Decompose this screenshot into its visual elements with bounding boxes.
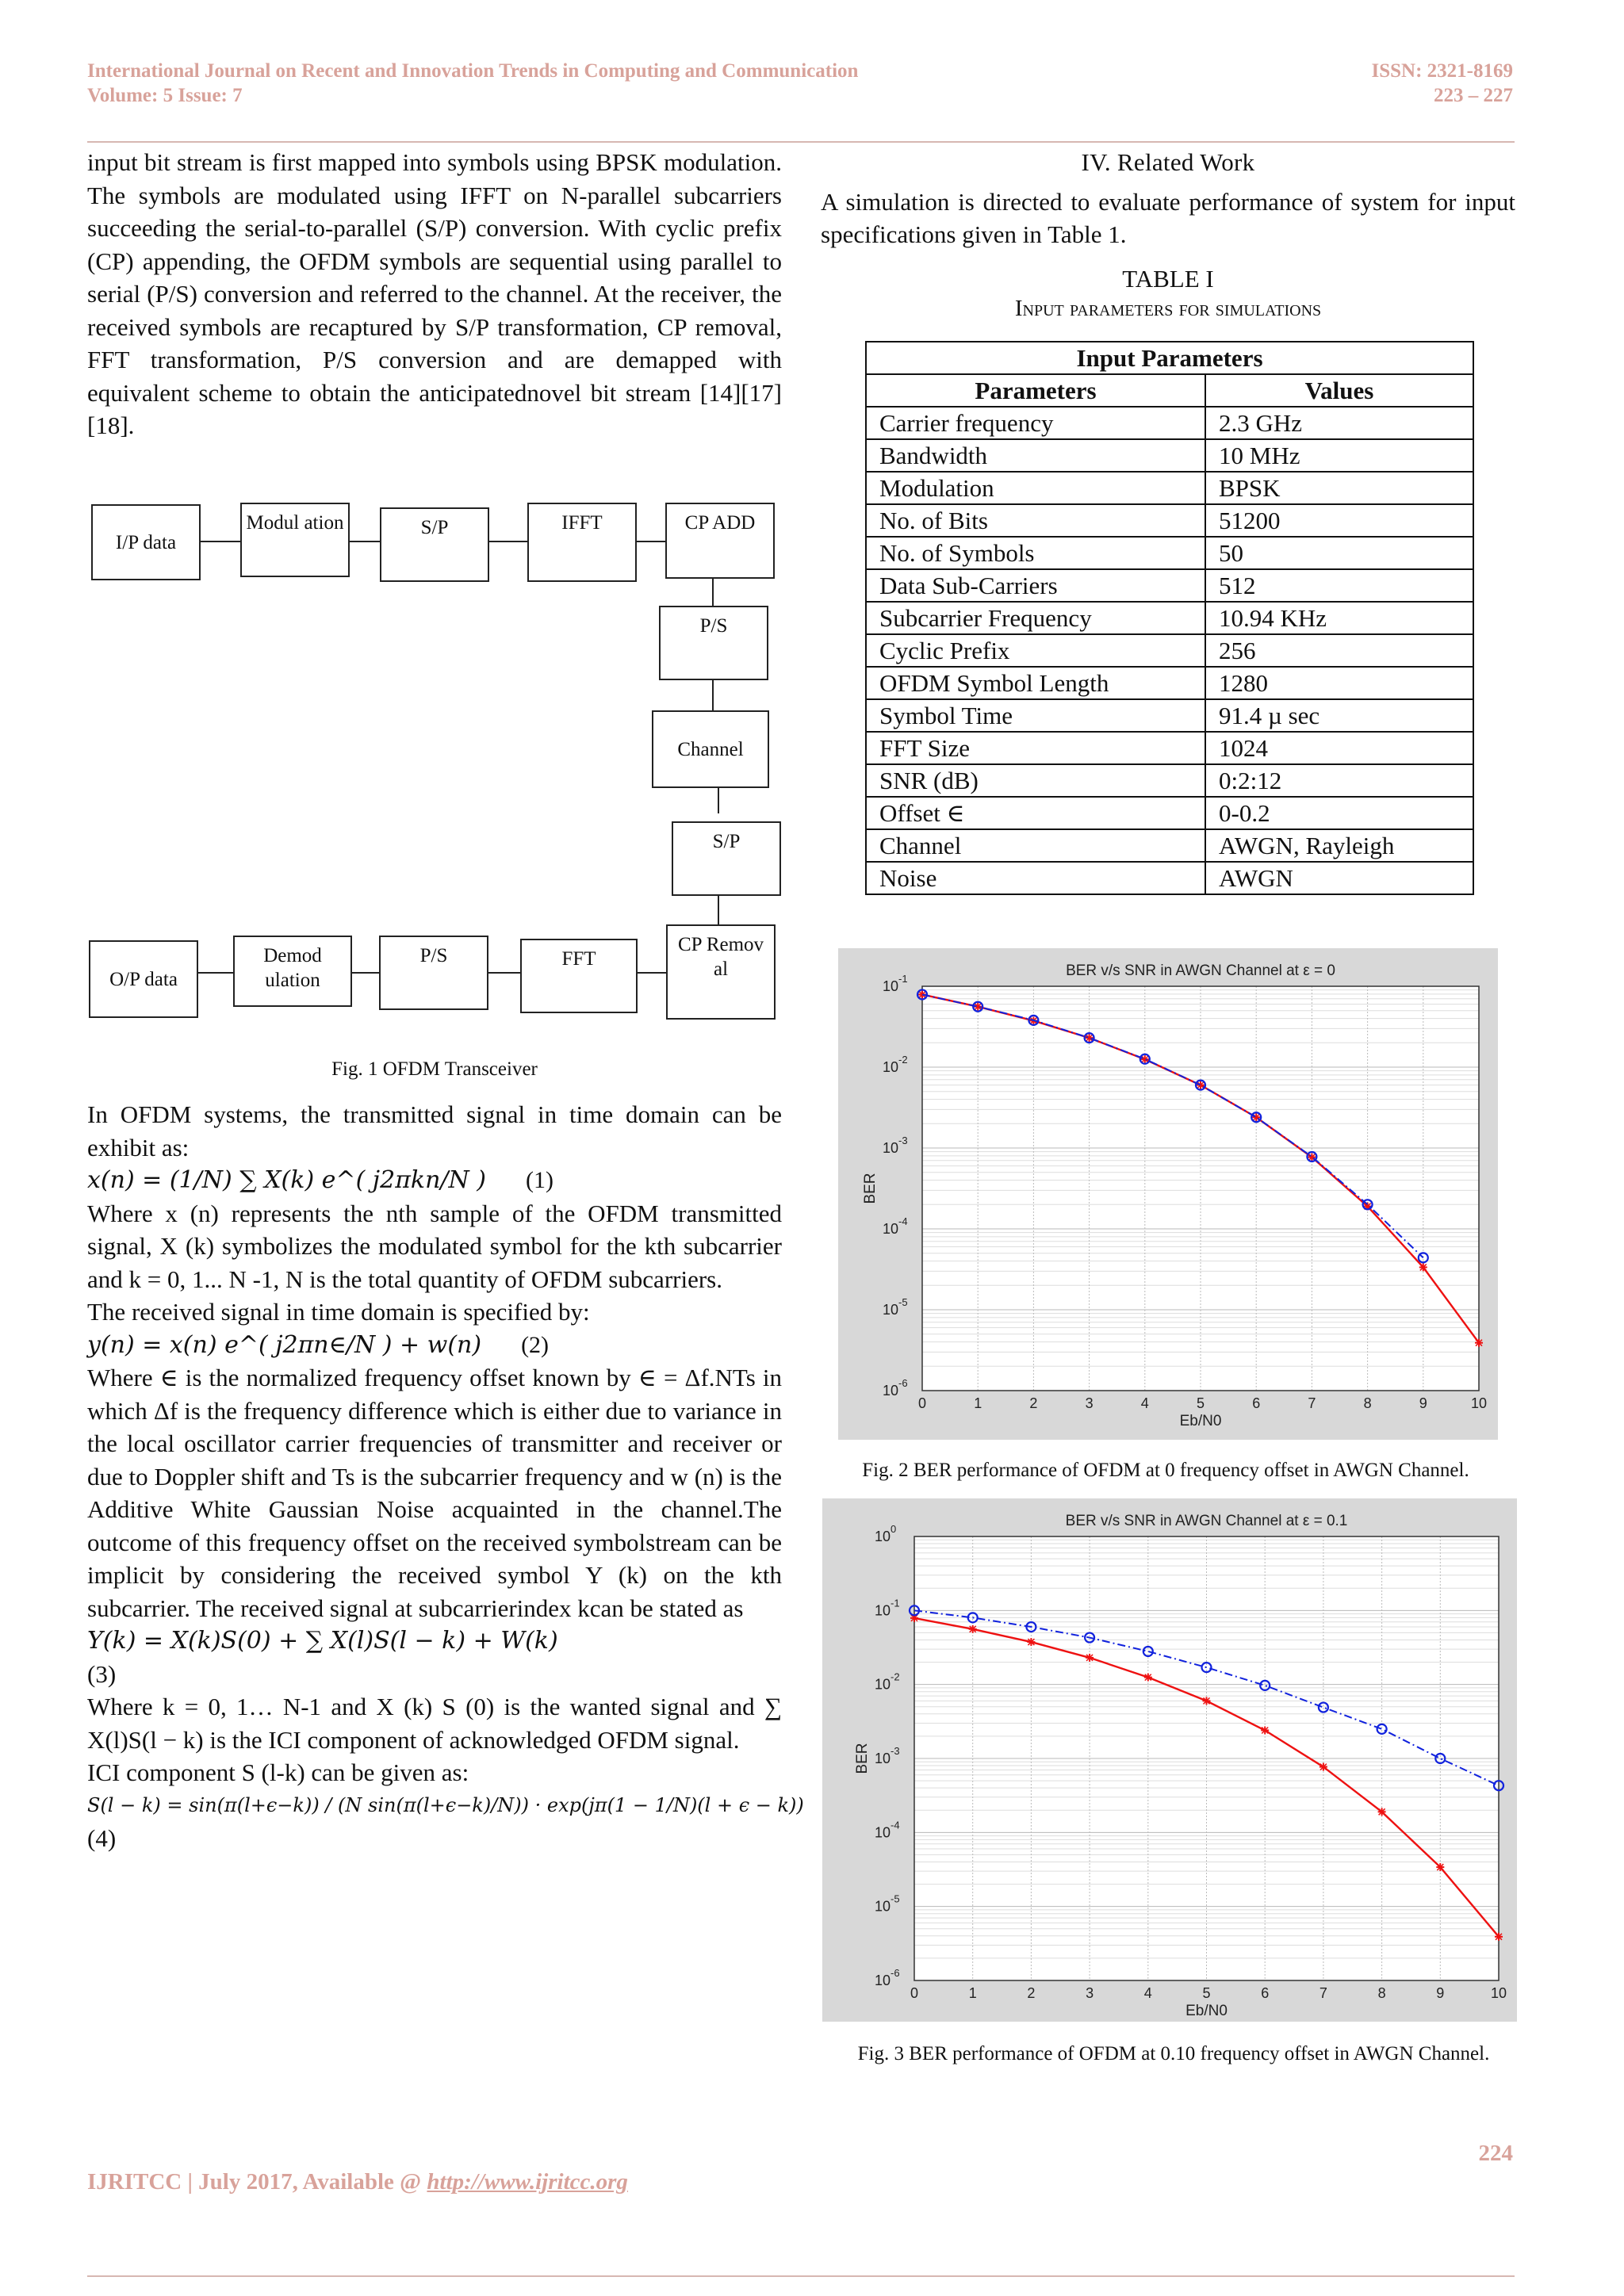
table-row [866, 829, 1473, 862]
x-tick-label: 7 [1308, 1395, 1316, 1411]
block-sp-receiver: S/P [672, 821, 781, 896]
y-tick-exponent: -1 [898, 973, 908, 985]
data-point-theory [1320, 1763, 1327, 1771]
data-point-theory [1027, 1638, 1035, 1646]
table-header-values: Values [1205, 374, 1473, 407]
fig3-chart-svg [822, 1498, 1517, 2022]
block-cp-add: CP ADD [665, 503, 775, 579]
para-ici-component: Where k = 0, 1… N-1 and X (k) S (0) is the wanted signal and ∑ X(l)S(l − k) is the ICI component of acknowledged OFDM signal. [87, 1693, 782, 1754]
y-tick-exponent: -3 [898, 1135, 908, 1146]
param-name: SNR (dB) [866, 764, 1205, 797]
data-point-theory [1495, 1933, 1503, 1941]
table-row [866, 634, 1473, 667]
param-value: BPSK [1205, 472, 1473, 504]
y-tick-exponent: -5 [898, 1296, 908, 1308]
y-axis-label: BER [854, 1743, 871, 1774]
table-title: TABLE I [1122, 264, 1214, 293]
x-tick-label: 4 [1143, 1985, 1152, 2001]
x-tick-label: 2 [1029, 1395, 1038, 1411]
x-tick-label: 6 [1252, 1395, 1261, 1411]
equation-3-number: (3) [87, 1659, 117, 1688]
page-number: 224 [1478, 2141, 1513, 2166]
data-point-theory [1419, 1263, 1427, 1271]
data-point-theory [969, 1625, 977, 1633]
table-row [866, 439, 1473, 472]
param-value: AWGN [1205, 862, 1473, 894]
x-tick-label: 2 [1027, 1985, 1036, 2001]
param-value: 51200 [1205, 504, 1473, 537]
param-value: 2.3 GHz [1205, 407, 1473, 439]
x-tick-label: 5 [1196, 1395, 1205, 1411]
y-tick-exponent: -1 [891, 1597, 900, 1609]
block-demodulation: Demod ulation [233, 936, 352, 1007]
para-received-signal: The received signal in time domain is specified by: [87, 1298, 590, 1326]
fig2-caption: Fig. 2 BER performance of OFDM at 0 frequency offset in AWGN Channel. [862, 1460, 1469, 1481]
chart-title: BER v/s SNR in AWGN Channel at ε = 0 [1066, 962, 1335, 979]
data-point-theory [1475, 1339, 1483, 1347]
equation-4-number: (4) [87, 1824, 117, 1852]
param-name: Symbol Time [866, 699, 1205, 732]
running-header-left [87, 59, 858, 108]
equation-3-body: Y(k) = X(k)S(0) + ∑ X(l)S(l − k) + W(k) [87, 1627, 558, 1655]
y-tick-label: 10 [882, 1302, 898, 1318]
footer [87, 2169, 628, 2195]
x-tick-label: 1 [974, 1395, 982, 1411]
y-tick-label: 10 [874, 1824, 891, 1841]
param-name: Noise [866, 862, 1205, 894]
para-simulation: A simulation is directed to evaluate performance of system for input specifications given in Table 1. [821, 187, 1515, 248]
x-tick-label: 10 [1470, 1395, 1488, 1411]
block-channel: Channel [652, 710, 769, 788]
para-ofdm-signal: In OFDM systems, the transmitted signal in time domain can be exhibit as: [87, 1100, 782, 1161]
data-point-theory [1144, 1674, 1152, 1682]
y-tick-label: 10 [882, 1059, 898, 1075]
x-tick-label: 3 [1085, 1395, 1094, 1411]
equation-2-number: (2) [521, 1331, 550, 1358]
param-value: 91.4 µ sec [1205, 699, 1473, 732]
block-ip-data: I/P data [91, 504, 201, 580]
fig2-chart-svg [838, 948, 1498, 1440]
fig1-caption: Fig. 1 OFDM Transceiver [331, 1058, 538, 1080]
x-tick-label: 3 [1086, 1985, 1094, 2001]
y-tick-label: 10 [882, 1140, 898, 1156]
table-row [866, 862, 1473, 894]
param-value: 0:2:12 [1205, 764, 1473, 797]
x-axis-label: Eb/N0 [1179, 1413, 1222, 1429]
y-tick-label: 10 [874, 1602, 891, 1619]
y-tick-exponent: -5 [891, 1892, 900, 1905]
param-value: 1280 [1205, 667, 1473, 699]
table-row [866, 569, 1473, 602]
y-axis-label: BER [862, 1173, 879, 1204]
x-axis-label: Eb/N0 [1185, 2003, 1228, 2019]
param-value: 1024 [1205, 732, 1473, 764]
footer-link[interactable]: http://www.ijritcc.org [427, 2169, 628, 2195]
data-point-theory [1086, 1654, 1094, 1662]
table-header-parameters: Parameters [866, 374, 1205, 407]
table-row [866, 732, 1473, 764]
table-row [866, 504, 1473, 537]
intro-paragraph: input bit stream is first mapped into symbols using BPSK modulation. The symbols are modulated using IFFT on N-parallel subcarriers succeeding the serial-to-parallel (S/P) conversion. With cyclic prefix (CP) appending, the OFDM symbols are sequential using parallel to serial (P/S) conversion and referred to the channel. At the receiver, the received symbols are recaptured by S/P transformation, CP removal, FFT transformation, P/S conversion and are demapped with equivalent scheme to obtain the anticipatednovel bit stream [14][17][18]. [87, 148, 782, 439]
param-value: 10 MHz [1205, 439, 1473, 472]
table-row [866, 699, 1473, 732]
y-tick-exponent: -2 [898, 1054, 908, 1066]
y-tick-label: 10 [882, 1221, 898, 1237]
block-fft: FFT [520, 939, 638, 1013]
x-tick-label: 7 [1319, 1985, 1327, 2001]
param-name: Channel [866, 829, 1205, 862]
section-heading-text: IV. Related Work [1081, 148, 1255, 176]
journal-title: International Journal on Recent and Innovation Trends in Computing and Communication [87, 60, 859, 82]
equation-1-body: x(n) = (1/N) ∑ X(k) e^( j2πkn/N ) [87, 1166, 487, 1194]
param-value: 50 [1205, 537, 1473, 569]
table-row [866, 472, 1473, 504]
table-row [866, 667, 1473, 699]
running-header-right [1372, 59, 1514, 108]
x-tick-label: 0 [917, 1395, 927, 1411]
table-row [866, 537, 1473, 569]
right-column [821, 146, 1515, 895]
param-name: No. of Symbols [866, 537, 1205, 569]
param-name: Cyclic Prefix [866, 634, 1205, 667]
param-value: 256 [1205, 634, 1473, 667]
data-point-theory [1378, 1808, 1386, 1816]
y-tick-label: 10 [874, 1973, 891, 1988]
y-tick-label: 10 [874, 1529, 891, 1544]
x-tick-label: 8 [1363, 1395, 1372, 1411]
param-name: Offset ∈ [866, 797, 1205, 829]
block-ps-receiver: P/S [379, 936, 488, 1010]
page-range: 223 – 227 [1434, 85, 1513, 106]
para-frequency-offset: Where ∈ is the normalized frequency offset known by ∈ = Δf.NTs in which Δf is the frequency difference which is either due to variance in the local oscillator carrier frequencies of transmitter and receiver or due to Doppler shift and Ts is the subcarrier frequency and w (n) is the Additive White Gaussian Noise acquainted in the channel.The outcome of this frequency offset on the received symbolstream can be implicit by considering the received symbol Y (k) on the kth subcarrier. The received signal at subcarrierindex kcan be stated as [87, 1364, 782, 1622]
y-tick-exponent: -6 [898, 1377, 908, 1389]
section-heading [821, 146, 1515, 179]
param-name: OFDM Symbol Length [866, 667, 1205, 699]
para-where-xn: Where x (n) represents the nth sample of the OFDM transmitted signal, X (k) symbolizes the modulated symbol for the kth subcarrier and k = 0, 1... N -1, N is the total quantity of OFDM subcarriers. [87, 1199, 782, 1293]
block-op-data: O/P data [89, 940, 198, 1018]
block-cp-removal: CP Remov al [666, 924, 776, 1020]
footer-rule [87, 2275, 1515, 2277]
param-name: FFT Size [866, 732, 1205, 764]
x-tick-label: 5 [1202, 1985, 1211, 2001]
block-ps: P/S [659, 606, 768, 680]
y-tick-exponent: -4 [898, 1215, 908, 1227]
journal-volume: Volume: 5 Issue: 7 [87, 85, 243, 106]
table-row [866, 764, 1473, 797]
block-sp: S/P [380, 507, 489, 582]
y-tick-exponent: -6 [891, 1967, 900, 1979]
data-point-theory [1261, 1727, 1269, 1735]
param-name: Subcarrier Frequency [866, 602, 1205, 634]
x-tick-label: 8 [1377, 1985, 1386, 2001]
x-tick-label: 6 [1261, 1985, 1270, 2001]
x-tick-label: 1 [968, 1985, 977, 2001]
fig3-caption: Fig. 3 BER performance of OFDM at 0.10 frequency offset in AWGN Channel. [857, 2043, 1490, 2064]
x-tick-label: 4 [1140, 1395, 1149, 1411]
data-point-theory [1436, 1863, 1444, 1871]
header-rule [87, 141, 1515, 143]
param-name: Modulation [866, 472, 1205, 504]
y-tick-label: 10 [874, 1898, 891, 1915]
y-tick-label: 10 [882, 978, 898, 994]
param-name: Bandwidth [866, 439, 1205, 472]
y-tick-label: 10 [874, 1676, 891, 1693]
y-tick-exponent: -2 [891, 1670, 900, 1683]
equation-2-body: y(n) = x(n) e^( j2πn∈/N ) + w(n) [87, 1330, 482, 1359]
footer-text: IJRITCC | July 2017, Available @ [87, 2169, 427, 2195]
equation-4 [87, 1789, 804, 1823]
x-tick-label: 9 [1419, 1395, 1427, 1411]
param-name: No. of Bits [866, 504, 1205, 537]
x-tick-label: 10 [1490, 1985, 1507, 2001]
para-ici-given: ICI component S (l-k) can be given as: [87, 1758, 469, 1786]
equation-1-number: (1) [526, 1167, 553, 1193]
equation-4-body: S(l − k) = sin(π(l+ϵ−k)) / (N sin(π(l+ϵ−k)/N)) · exp(jπ(1 − 1/N)(l + ϵ − k)) [87, 1793, 804, 1816]
table-caption: Input Parameters [866, 342, 1473, 374]
x-tick-label: 0 [910, 1985, 919, 2001]
table-row [866, 602, 1473, 634]
param-value: AWGN, Rayleigh [1205, 829, 1473, 862]
y-tick-label: 10 [874, 1751, 891, 1766]
x-tick-label: 9 [1436, 1985, 1445, 2001]
block-modulation: Modul ation [240, 503, 350, 577]
journal-issn: ISSN: 2321-8169 [1371, 60, 1513, 82]
y-tick-exponent: -4 [891, 1819, 900, 1831]
data-point-theory [1203, 1697, 1211, 1705]
input-parameters-table [865, 341, 1474, 895]
equation-3 [87, 1624, 782, 1658]
param-value: 10.94 KHz [1205, 602, 1473, 634]
param-name: Data Sub-Carriers [866, 569, 1205, 602]
equation-1 [87, 1164, 782, 1197]
table-row [866, 407, 1473, 439]
param-value: 512 [1205, 569, 1473, 602]
table-subtitle: Input parameters for simulations [1014, 296, 1322, 321]
equation-2 [87, 1329, 782, 1362]
y-tick-exponent: -3 [891, 1745, 900, 1757]
table-row [866, 797, 1473, 829]
block-ifft: IFFT [527, 503, 637, 582]
y-tick-label: 10 [882, 1383, 898, 1399]
param-name: Carrier frequency [866, 407, 1205, 439]
param-value: 0-0.2 [1205, 797, 1473, 829]
chart-title: BER v/s SNR in AWGN Channel at ε = 0.1 [1065, 1513, 1348, 1529]
fig2-plot [838, 948, 1498, 1440]
ofdm-transceiver-diagram [87, 499, 785, 1031]
fig3-plot [822, 1498, 1517, 2022]
y-tick-exponent: 0 [891, 1523, 897, 1535]
